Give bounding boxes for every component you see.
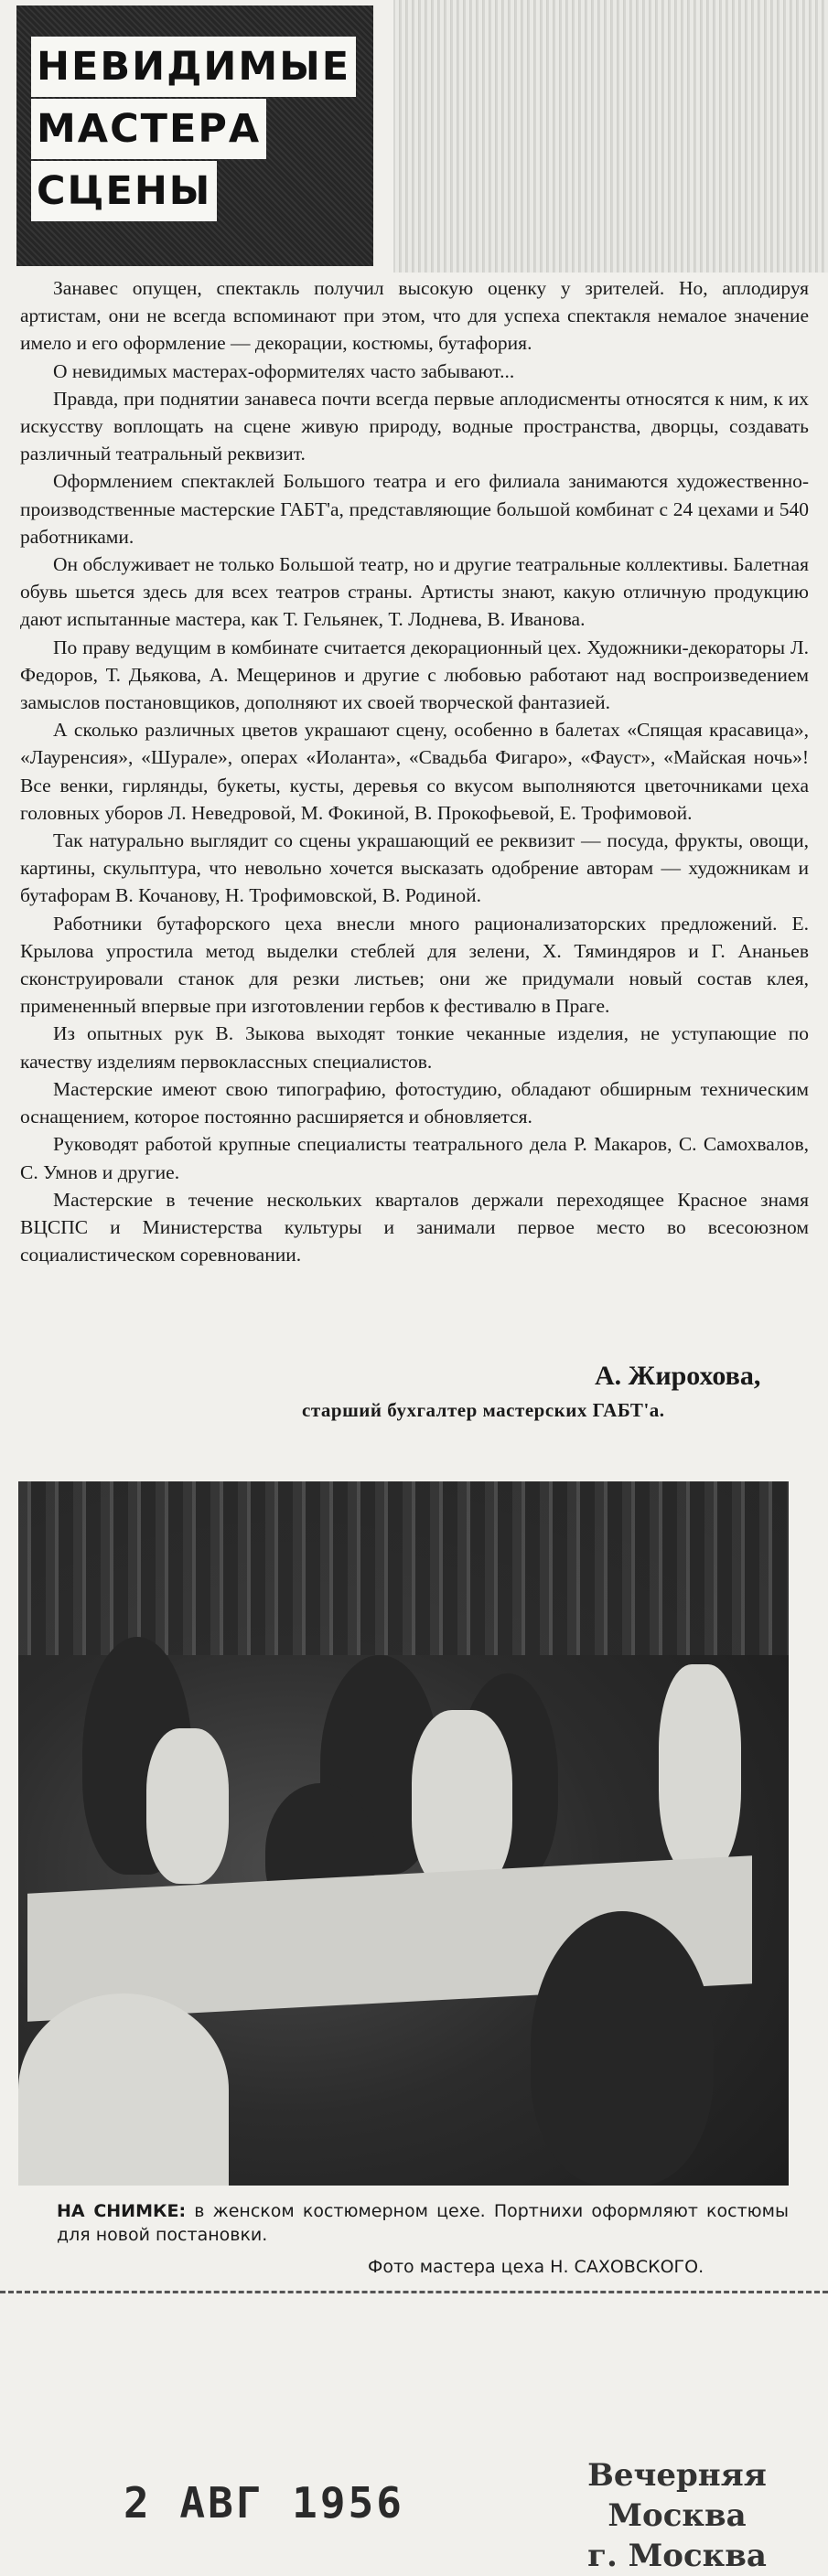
paragraph: Руководят работой крупные специалисты театрального дела Р. Макаров, С. Самохвалов, С. Умнов и другие. <box>20 1133 809 1183</box>
caption-text: в женском костюмерном цехе. Портнихи оформляют костюмы для новой постановки. <box>57 2201 789 2245</box>
photo-credit: Фото мастера цеха Н. САХОВСКОГО. <box>368 2257 704 2277</box>
workshop-photo <box>18 1481 789 2186</box>
newspaper-title: Вечерняя Москва <box>587 2457 767 2534</box>
author-name: А. Жирохова, <box>595 1361 761 1391</box>
date-stamp: 2 АВГ 1956 <box>124 2478 404 2528</box>
cut-line <box>0 2291 828 2293</box>
paragraph: Он обслуживает не только Большой театр, но и другие театральные коллективы. Балетная обувь шьется здесь для всех театров страны. Артисты знают, какую отличную продукцию дают испытанные мастера, как Т. Гельянек, Т. Лоднева, В. Иванова. <box>20 553 809 631</box>
photo-caption <box>57 2199 789 2247</box>
photo-garment <box>659 1664 741 1875</box>
photo-fabric <box>18 1993 229 2186</box>
author-position: старший бухгалтер мастерских ГАБТ'а. <box>302 1399 665 1421</box>
photo-background-racks <box>18 1481 789 1655</box>
paragraph: Работники бутафорского цеха внесли много рационализаторских предложений. Е. Крылова упростила метод выделки стеблей для зелени, Х. Тяминдяров и Г. Ананьев сконструировали станок для резки листьев; они же придумали новый состав клея, примененный впервые при изготовлении гербов к фестивалю в Праге. <box>20 912 809 1018</box>
paragraph: Правда, при поднятии занавеса почти всегда первые аплодисменты относятся к ним, к их искусству воплощать на сцене живую природу, водные пространства, дворцы, создавать различный театральный реквизит. <box>20 387 809 465</box>
paragraph: По праву ведущим в комбинате считается декорационный цех. Художники-декораторы Л. Федоров, Т. Дьякова, А. Мещеринов и другие с любовью работают над воспроизведением замыслов постановщиков, дополняют их своей творческой фантазией. <box>20 636 809 714</box>
paragraph: Оформлением спектаклей Большого театра и его филиала занимаются художественно-производственные мастерские ГАБТ'а, представляющие большой комбинат с 24 цехами и 540 работниками. <box>20 470 809 548</box>
paragraph: Мастерские в течение нескольких кварталов держали переходящее Красное знамя ВЦСПС и Министерства культуры и занимали первое место во всесоюзном социалистическом соревновании. <box>20 1188 809 1267</box>
headline-line-3: СЦЕНЫ <box>31 161 217 221</box>
paragraph: Из опытных рук В. Зыкова выходят тонкие чеканные изделия, не уступающие по качеству изделиям первоклассных специалистов. <box>20 1022 809 1073</box>
photo-figure <box>531 1911 714 2186</box>
photo-garment <box>146 1728 229 1884</box>
caption-lead: НА СНИМКЕ: <box>57 2201 187 2221</box>
photo-garment <box>412 1710 512 1893</box>
headline-line-2: МАСТЕРА <box>31 99 266 159</box>
paragraph: Так натурально выглядит со сцены украшающий ее реквизит — посуда, фрукты, овощи, картины, скульптура, что невольно хочется высказать одобрение авторам — художникам и бутафорам В. Кочанову, Н. Трофимовской, В. Родиной. <box>20 829 809 907</box>
paragraph: Занавес опущен, спектакль получил высокую оценку у зрителей. Но, аплодируя артистам, они не всегда вспоминают при этом, что для успеха спектакля немалое значение имело и его оформление — декорации, костюмы, бутафория. <box>20 277 809 355</box>
paragraph: О невидимых мастерах-оформителях часто забывают... <box>53 359 515 382</box>
paragraph: А сколько различных цветов украшают сцену, особенно в балетах «Спящая красавица», «Лауренсия», «Шурале», операх «Иоланта», «Свадьба Фигаро», «Фауст», «Майская ночь»! Все венки, гирлянды, букеты, кусты, деревья со вкусом выполняются цветочниками цеха головных уборов Л. Неведровой, М. Фокиной, В. Прокофьевой, Е. Трофимовой. <box>20 719 809 824</box>
newspaper-stamp <box>526 2455 828 2576</box>
print-texture <box>393 0 828 273</box>
paragraph: Мастерские имеют свою типографию, фотостудию, обладают обширным техническим оснащением, которое постоянно расширяется и обновляется. <box>20 1077 809 1128</box>
newspaper-city: г. Москва <box>587 2538 767 2574</box>
article-body <box>20 274 809 1268</box>
headline-line-1: НЕВИДИМЫЕ <box>31 37 356 97</box>
headline <box>31 37 356 223</box>
headline-block <box>16 5 373 266</box>
